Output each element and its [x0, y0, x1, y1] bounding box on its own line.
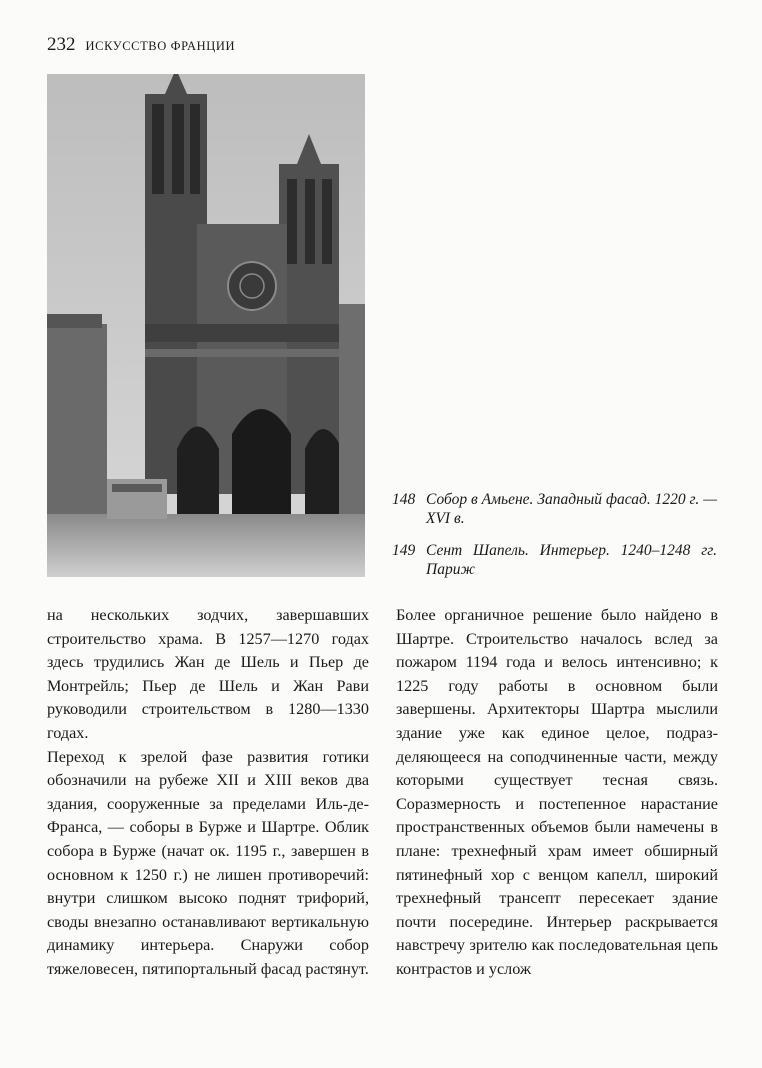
caption-number: 149 — [392, 542, 416, 559]
caption-149 — [392, 541, 717, 579]
figure-captions — [392, 490, 717, 592]
paragraph: на нескольких зодчих, завершавших строительство храма. В 1257—1270 годах здесь трудились Жан де Шель и Пьер де Монтрейль; Пьер де Шель и Жан Рави руководили строительством в 1280—1330 годах. — [47, 606, 369, 742]
text-column-left — [47, 604, 369, 982]
text-column-right — [396, 604, 718, 982]
page-number: 232 — [47, 34, 76, 55]
caption-text: Собор в Амьене. Западный фасад. 1220 г. — XVI в. — [426, 491, 717, 527]
caption-number: 148 — [392, 491, 416, 508]
page-header — [47, 34, 235, 56]
caption-text: Сент Шапель. Интерьер. 1240–1248 гг. Париж — [426, 542, 717, 578]
paragraph: Более органичное решение было найдено в Шартре. Строительство началось вслед за пожаром 1194 года и велось интенсивно; к 1225 году работы в основном были завершены. Архитекторы Шартра мыслили здание уже как единое целое, подразделяющееся на соподчиненные части, между которыми существует тесная связь. Соразмерность и постепенное нарастание пространственных объемов были намечены в плане: трехнефный храм имеет обширный пятинефный хор с венцом капелл, широкий трехнефный трансепт пересекает здание почти посередине. Интерьер раскрывается навстречу зрителю как последовательная цепь контрастов и услож — [396, 606, 718, 978]
caption-148 — [392, 490, 717, 528]
paragraph: Переход к зрелой фазе развития готики обозначили на рубеже XII и XIII веков два здания, сооруженные за пределами Иль-де-Франса, — соборы в Бурже и Шартре. Облик собора в Бурже (начат ок. 1195 г., завершен в основном к 1250 г.) не лишен противоречий: внутри слишком высоко поднят трифорий, своды внезапно останавливают вертикальную динамику интерьера. Снаружи собор тяжеловесен, пятипортальный фасад растянут. — [47, 747, 369, 978]
cathedral-photo — [47, 74, 365, 577]
running-title: ИСКУССТВО ФРАНЦИИ — [85, 39, 236, 53]
